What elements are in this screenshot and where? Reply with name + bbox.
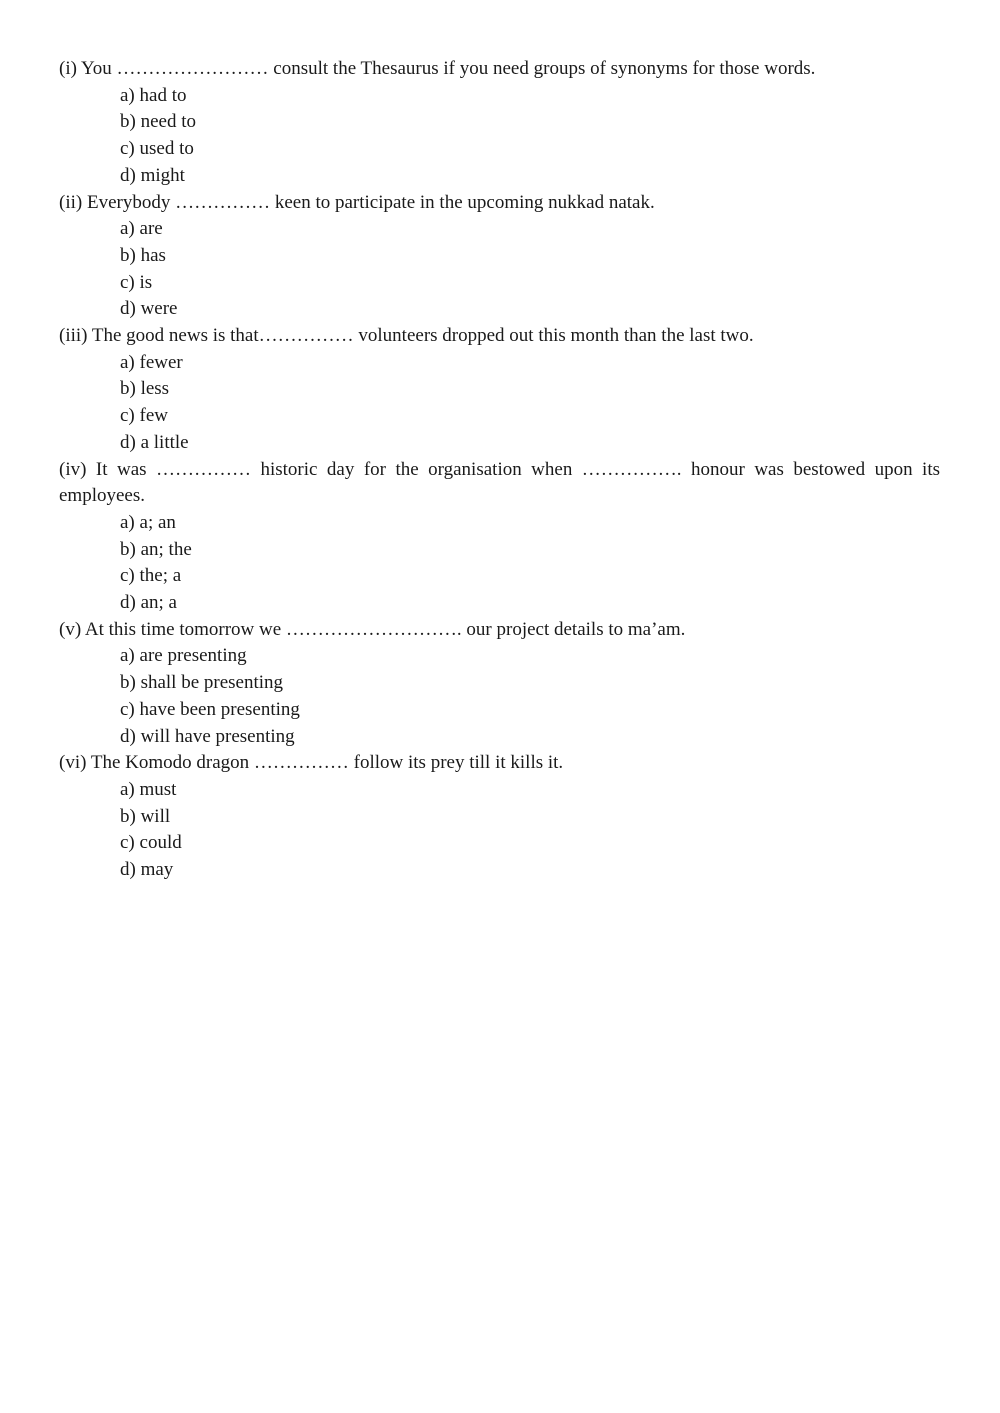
option-b[interactable]: b) shall be presenting	[120, 672, 284, 694]
question-1	[59, 56, 940, 190]
option-d[interactable]: d) a little	[120, 431, 189, 453]
option-a[interactable]: a) are presenting	[120, 645, 247, 667]
option-d[interactable]: d) were	[120, 298, 178, 320]
option-d[interactable]: d) an; a	[120, 592, 177, 614]
option-b[interactable]: b) will	[120, 805, 171, 827]
option-b[interactable]: b) less	[120, 378, 170, 400]
option-list	[59, 216, 940, 323]
question-5	[59, 617, 940, 751]
question-2	[59, 190, 940, 324]
option-c[interactable]: c) is	[120, 271, 153, 293]
question-4	[59, 457, 940, 617]
option-a[interactable]: a) had to	[120, 84, 187, 106]
option-d[interactable]: d) may	[120, 859, 174, 881]
worksheet	[59, 56, 940, 884]
question-stem: (v) At this time tomorrow we ………………………. our project details to ma’am.	[59, 618, 686, 640]
option-a[interactable]: a) a; an	[120, 511, 176, 533]
option-list	[59, 350, 940, 457]
option-a[interactable]: a) fewer	[120, 351, 183, 373]
option-list	[59, 510, 940, 617]
option-a[interactable]: a) must	[120, 778, 177, 800]
option-c[interactable]: c) few	[120, 405, 168, 427]
option-d[interactable]: d) might	[120, 164, 185, 186]
option-c[interactable]: c) used to	[120, 138, 194, 160]
option-c[interactable]: c) the; a	[120, 565, 182, 587]
option-d[interactable]: d) will have presenting	[120, 725, 295, 747]
option-a[interactable]: a) are	[120, 218, 163, 240]
question-stem: (iv) It was …………… historic day for the organisation when ……………. honour was bestowed upon its employees.	[59, 458, 940, 507]
option-list	[59, 777, 940, 884]
option-c[interactable]: c) have been presenting	[120, 698, 300, 720]
option-list	[59, 83, 940, 190]
option-b[interactable]: b) has	[120, 244, 166, 266]
option-list	[59, 643, 940, 750]
option-b[interactable]: b) an; the	[120, 538, 192, 560]
question-stem: (ii) Everybody …………… keen to participate in the upcoming nukkad natak.	[59, 191, 655, 213]
question-stem: (iii) The good news is that…………… volunteers dropped out this month than the last two.	[59, 325, 754, 347]
question-3	[59, 323, 940, 457]
question-6	[59, 750, 940, 884]
question-stem: (i) You …………………… consult the Thesaurus if you need groups of synonyms for those words.	[59, 58, 816, 79]
option-c[interactable]: c) could	[120, 832, 182, 854]
question-stem: (vi) The Komodo dragon …………… follow its prey till it kills it.	[59, 752, 564, 774]
option-b[interactable]: b) need to	[120, 111, 196, 133]
